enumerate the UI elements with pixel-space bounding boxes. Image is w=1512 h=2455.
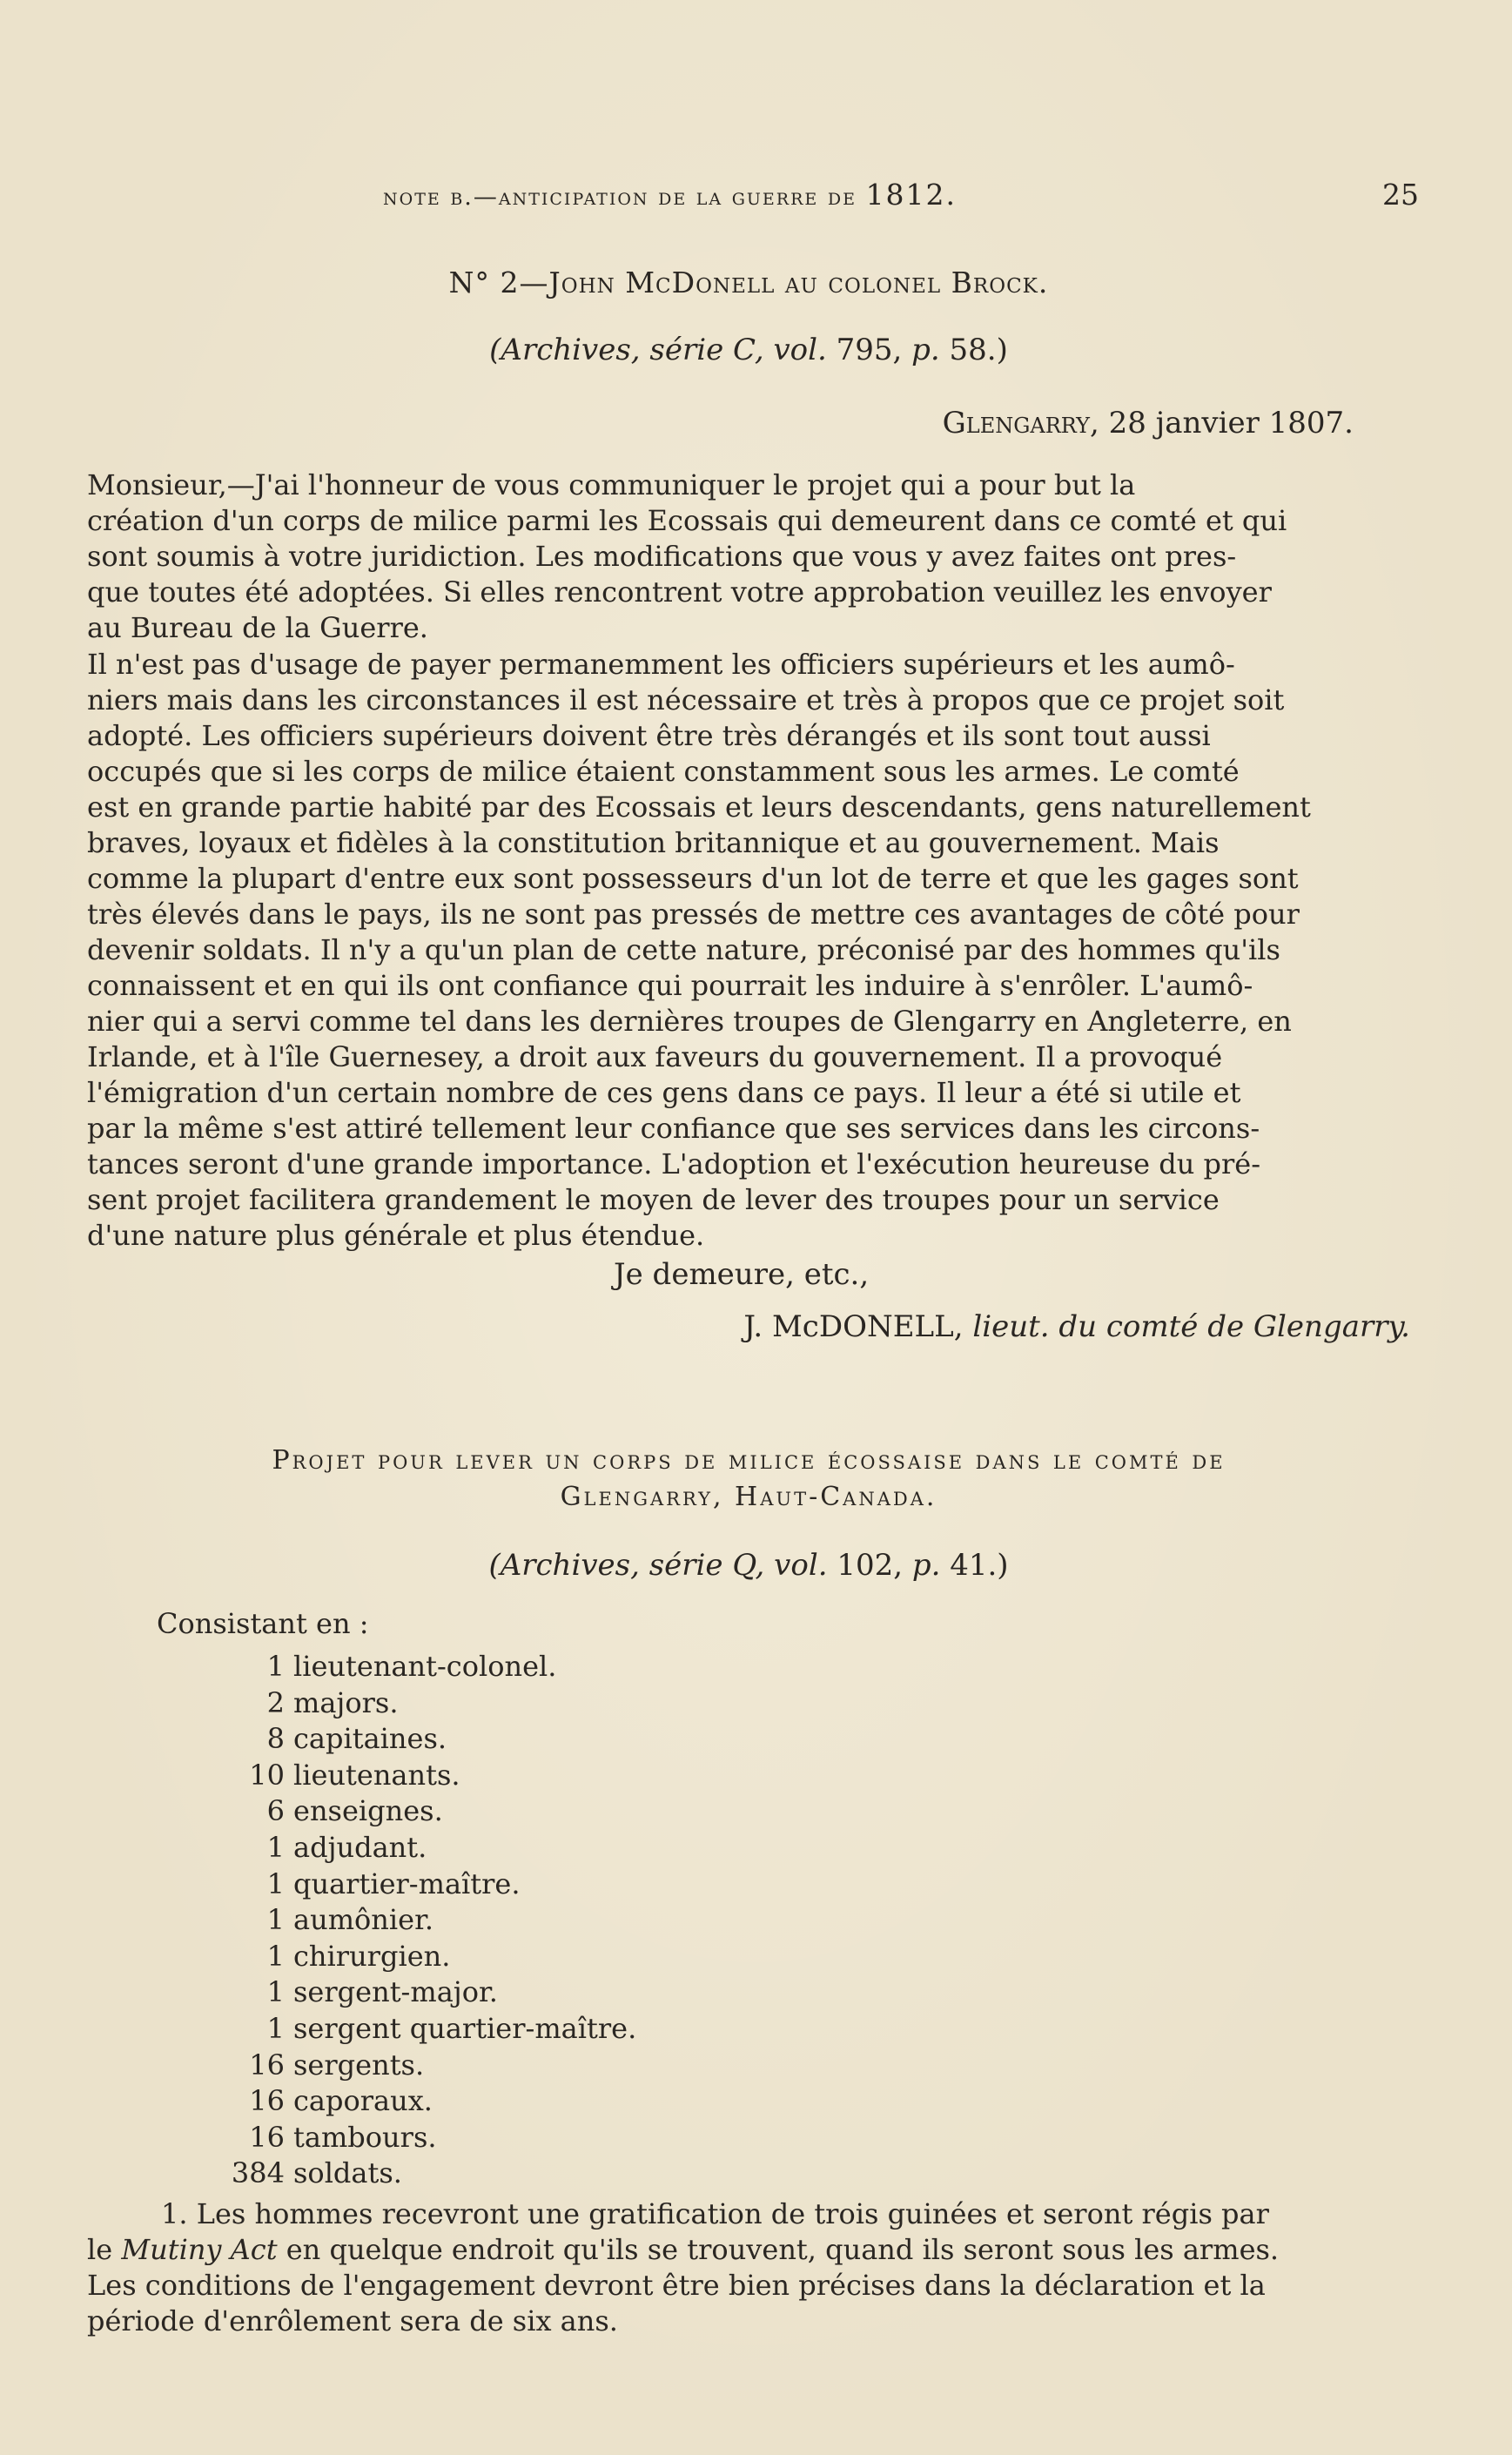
- letter-source: (Archives, série C, vol. 795, p. 58.): [489, 333, 1008, 367]
- paragraph-line: Il n'est pas d'usage de payer permanemment les officiers supérieurs et les aumô-: [87, 648, 1235, 681]
- list-item: 1 quartier-maître.: [266, 1866, 521, 1900]
- dateline: [87, 406, 1410, 441]
- letter-heading: John McDonell au colonel Brock.: [548, 266, 1049, 299]
- paragraph-line: braves, loyaux et fidèles à la constitution britannique et au gouvernement. Mais: [87, 826, 1220, 859]
- signature-title: lieut. du comté de Glengarry.: [972, 1309, 1410, 1344]
- mutiny-act: Mutiny Act: [121, 2233, 278, 2266]
- list-item: 1 lieutenant-colonel.: [266, 1650, 557, 1683]
- letter-closing: Je demeure, etc.,: [614, 1257, 870, 1292]
- dateline-place: Glengarry,: [942, 406, 1099, 441]
- list-item: 1 aumônier.: [266, 1903, 434, 1937]
- list-item: 16 sergents.: [249, 2048, 425, 2082]
- paragraph-line: comme la plupart d'entre eux sont possesseurs d'un lot de terre et que les gages sont: [87, 862, 1299, 895]
- paragraph-line: le Mutiny Act en quelque endroit qu'ils se trouvent, quand ils seront sous les armes.: [87, 2233, 1280, 2266]
- projet-paragraph-1: [87, 2196, 1410, 2339]
- paragraph-line: Monsieur,—J'ai l'honneur de vous communiquer le projet qui a pour but la: [87, 468, 1136, 501]
- composition-list: [228, 1649, 636, 2192]
- letter-paragraph-2: [87, 647, 1410, 1254]
- list-item: 2 majors.: [266, 1685, 399, 1719]
- letter-paragraph-1: [87, 467, 1410, 646]
- paragraph-line: tances seront d'une grande importance. L'adoption et l'exécution heureuse du pré-: [87, 1147, 1261, 1180]
- signature-name: J. McDONELL,: [743, 1309, 964, 1344]
- projet-intro: Consistant en :: [157, 1607, 369, 1640]
- list-item: 1 sergent-major.: [266, 1975, 498, 2009]
- projet-title-line-1: Projet pour lever un corps de milice écossaise dans le comté de: [272, 1445, 1226, 1476]
- paragraph-line: très élevés dans le pays, ils ne sont pas pressés de mettre ces avantages de côté pour: [87, 898, 1300, 931]
- paragraph-line: période d'enrôlement sera de six ans.: [87, 2304, 618, 2337]
- paragraph-line: Irlande, et à l'île Guernesey, a droit aux faveurs du gouvernement. Il a provoqué: [87, 1040, 1223, 1073]
- running-header: [383, 178, 1419, 212]
- paragraph-line: que toutes été adoptées. Si elles rencontrent votre approbation veuillez les envoyer: [87, 575, 1272, 609]
- paragraph-line: devenir soldats. Il n'y a qu'un plan de cette nature, préconisé par des hommes qu'ils: [87, 933, 1280, 966]
- list-item: 16 tambours.: [249, 2120, 437, 2154]
- list-item: 1 sergent quartier-maître.: [266, 2011, 637, 2045]
- paragraph-line: sont soumis à votre juridiction. Les modifications que vous y avez faites ont pres-: [87, 540, 1237, 573]
- projet-title: [87, 1443, 1410, 1516]
- paragraph-line: niers mais dans les circonstances il est nécessaire et très à propos que ce projet soit: [87, 683, 1285, 716]
- running-title: note b.—anticipation de la guerre de 1812.: [383, 178, 958, 212]
- page-number: 25: [1382, 178, 1419, 212]
- paragraph-line: Les conditions de l'engagement devront être bien précises dans la déclaration et la: [87, 2269, 1266, 2302]
- paragraph-line: occupés que si les corps de milice étaient constamment sous les armes. Le comté: [87, 755, 1240, 788]
- list-item: 16 caporaux.: [249, 2084, 433, 2118]
- paragraph-line: l'émigration d'un certain nombre de ces gens dans ce pays. Il leur a été si utile et: [87, 1076, 1241, 1109]
- paragraph-line: 1. Les hommes recevront une gratification de trois guinées et seront régis par: [161, 2197, 1269, 2230]
- paragraph-line: est en grande partie habité par des Ecossais et leurs descendants, gens naturellement: [87, 790, 1311, 824]
- list-item: 1 adjudant.: [266, 1830, 427, 1864]
- list-item: 8 capitaines.: [266, 1722, 447, 1756]
- letter-number: N° 2—: [448, 266, 549, 299]
- list-item: 1 chirurgien.: [266, 1939, 451, 1973]
- paragraph-line: adopté. Les officiers supérieurs doivent être très dérangés et ils sont tout aussi: [87, 719, 1211, 752]
- paragraph-line: d'une nature plus générale et plus étendue.: [87, 1219, 705, 1252]
- paragraph-line: création d'un corps de milice parmi les Ecossais qui demeurent dans ce comté et qui: [87, 504, 1287, 537]
- paragraph-line: nier qui a servi comme tel dans les dernières troupes de Glengarry en Angleterre, en: [87, 1005, 1292, 1038]
- dateline-date: 28 janvier 1807.: [1108, 406, 1354, 441]
- letter-signature: [743, 1309, 1410, 1344]
- list-item: 10 lieutenants.: [249, 1758, 460, 1792]
- projet-source: (Archives, série Q, vol. 102, p. 41.): [488, 1548, 1009, 1583]
- paragraph-line: sent projet facilitera grandement le moyen de lever des troupes pour un service: [87, 1183, 1220, 1216]
- running-year: 1812.: [865, 178, 958, 212]
- paragraph-line: par la même s'est attiré tellement leur confiance que ses services dans les circons-: [87, 1112, 1260, 1145]
- list-item: 384 soldats.: [231, 2156, 402, 2190]
- letter-title: [87, 266, 1410, 299]
- list-item: 6 enseignes.: [266, 1794, 443, 1828]
- paragraph-line: au Bureau de la Guerre.: [87, 611, 428, 644]
- paragraph-line: connaissent et en qui ils ont confiance qui pourrait les induire à s'enrôler. L'aumô-: [87, 969, 1253, 1002]
- projet-title-line-2: Glengarry, Haut-Canada.: [560, 1482, 937, 1512]
